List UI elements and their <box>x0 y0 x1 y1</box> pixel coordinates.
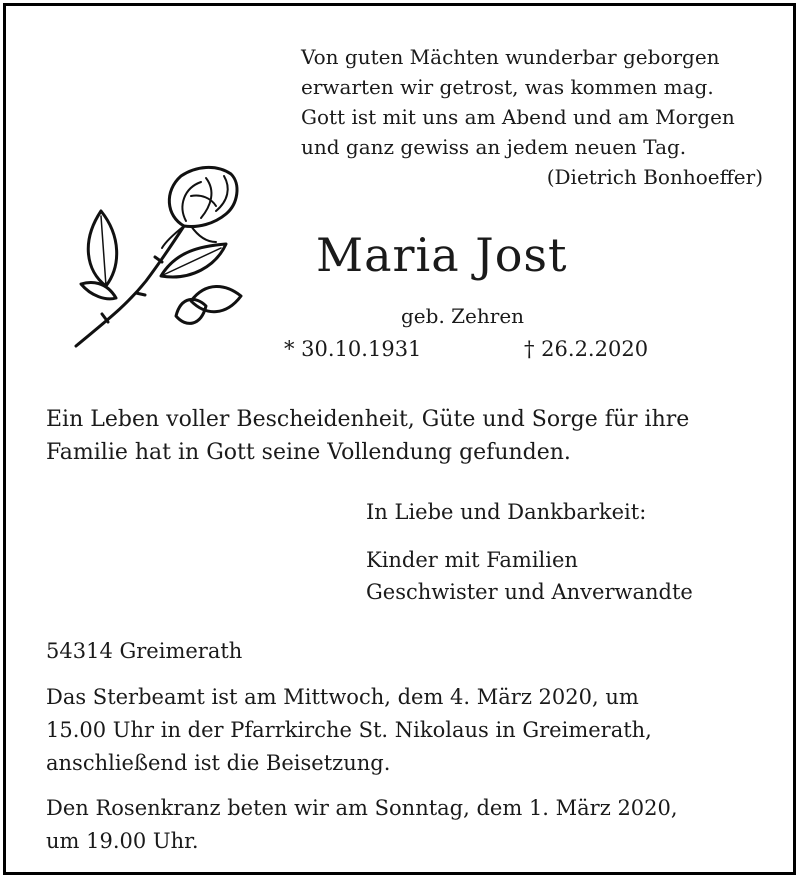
funeral-line: 15.00 Uhr in der Pfarrkirche St. Nikolaus in Greimerath, <box>46 718 652 742</box>
poem-line: und ganz gewiss an jedem neuen Tag. <box>301 135 687 159</box>
birth-date: * 30.10.1931 <box>284 337 422 361</box>
funeral-details <box>46 681 652 780</box>
rosary-line: um 19.00 Uhr. <box>46 829 199 853</box>
obituary-frame <box>3 3 796 875</box>
death-date: † 26.2.2020 <box>524 337 649 361</box>
place: 54314 Greimerath <box>46 639 243 663</box>
rose-icon <box>66 156 256 356</box>
thanks-line: In Liebe und Dankbarkeit: <box>366 500 647 524</box>
rosary-details <box>46 792 678 858</box>
rosary-line: Den Rosenkranz beten wir am Sonntag, dem 1. März 2020, <box>46 796 678 820</box>
poem-line: Von guten Mächten wunderbar geborgen <box>301 45 720 69</box>
tribute-line: Ein Leben voller Bescheidenheit, Güte und Sorge für ihre <box>46 407 690 432</box>
mourner-line: Kinder mit Familien <box>366 548 578 572</box>
poem-author: (Dietrich Bonhoeffer) <box>546 165 763 189</box>
tribute-line: Familie hat in Gott seine Vollendung gefunden. <box>46 440 571 465</box>
birth-name: geb. Zehren <box>401 304 525 328</box>
mourners <box>366 544 693 608</box>
tribute-text <box>46 403 766 469</box>
poem-line: Gott ist mit uns am Abend und am Morgen <box>301 105 735 129</box>
deceased-name: Maria Jost <box>316 228 568 282</box>
poem <box>301 42 771 192</box>
mourner-line: Geschwister und Anverwandte <box>366 580 693 604</box>
funeral-line: anschließend ist die Beisetzung. <box>46 751 391 775</box>
funeral-line: Das Sterbeamt ist am Mittwoch, dem 4. März 2020, um <box>46 685 639 709</box>
poem-line: erwarten wir getrost, was kommen mag. <box>301 75 714 99</box>
